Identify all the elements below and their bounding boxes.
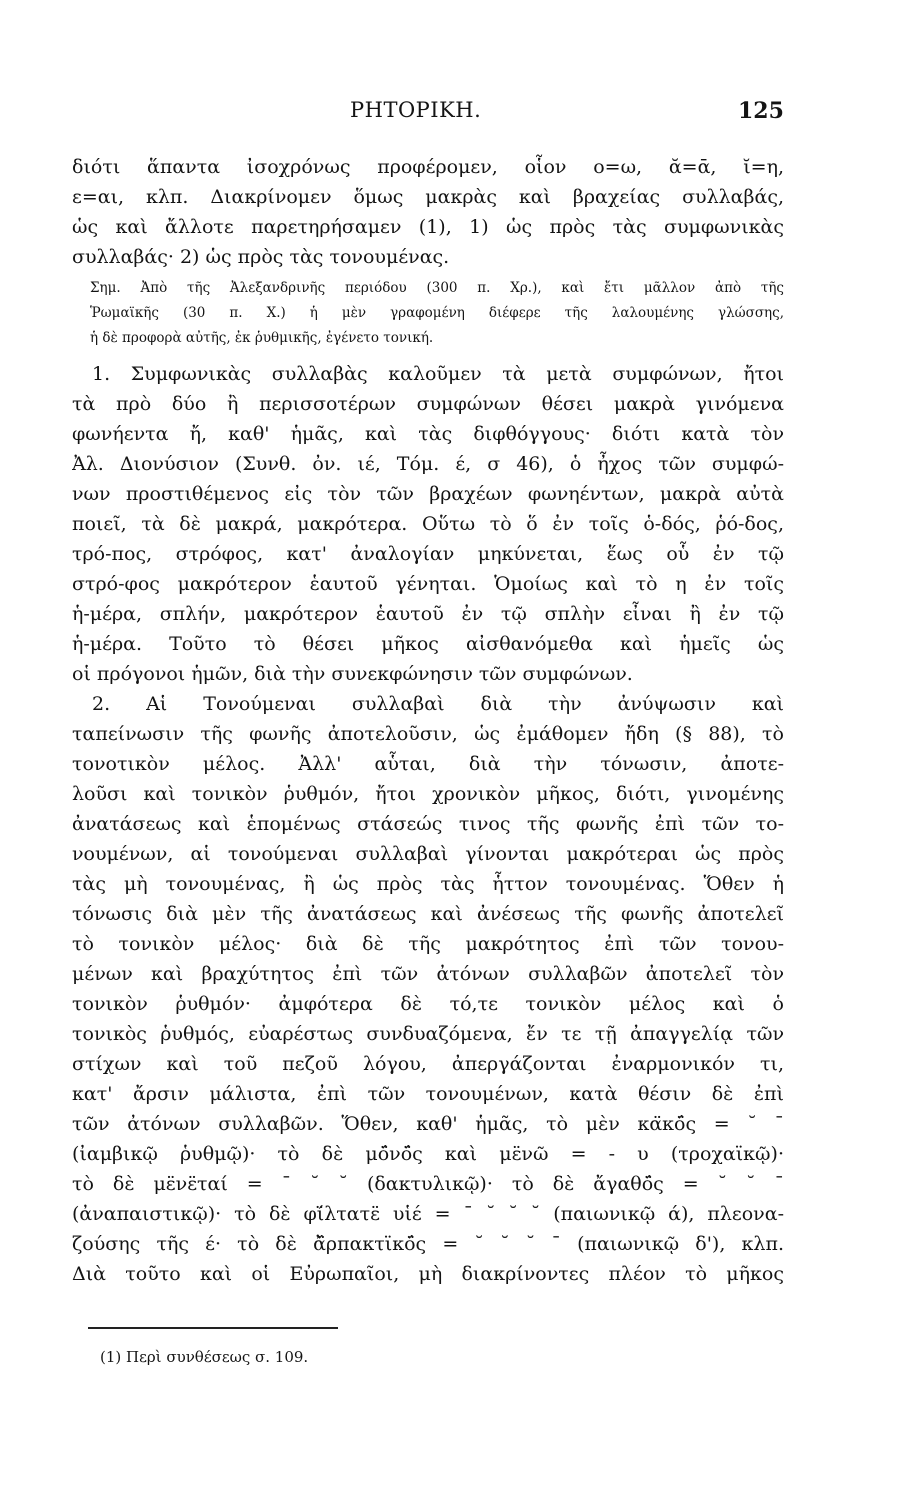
body-line: διότι ἅπαντα ἰσοχρόνως προφέρομεν, οἷον ο=ω, ᾰ=ᾱ, ῐ=η, [72, 156, 784, 178]
running-title: ΡΗΤΟΡΙΚΗ. [350, 98, 482, 122]
running-head [0, 98, 903, 132]
body-line: Διὰ τοῦτο καὶ οἱ Εὐρωπαῖοι, μὴ διακρίνοντες πλέον τὸ μῆκος [72, 1263, 784, 1285]
spacer [72, 351, 784, 359]
body-line: φωνήεντα ἤ, καθ' ἡμᾶς, καὶ τὰς διφθόγγους· διότι κατὰ τὸν [72, 423, 784, 445]
body-line: τονικὸς ῥυθμός, εὐαρέστως συνδυαζόμενα, ἔν τε τῇ ἀπαγγελίᾳ τῶν [72, 1023, 784, 1045]
body-line: ταπείνωσιν τῆς φωνῆς ἀποτελοῦσιν, ὡς ἐμάθομεν ἤδη (§ 88), τὸ [72, 723, 784, 745]
body-line: ὡς καὶ ἄλλοτε παρετηρήσαμεν (1), 1) ὡς πρὸς τὰς συμφωνικὰς [72, 216, 784, 238]
body-line: 1. Συμφωνικὰς συλλαβὰς καλοῦμεν τὰ μετὰ συμφώνων, ἤτοι [92, 363, 784, 385]
body-line: ἀνατάσεως καὶ ἑπομένως στάσεώς τινος τῆς φωνῆς ἐπὶ τῶν το- [72, 813, 784, 835]
note-block [72, 272, 784, 351]
body-line: τὸ τονικὸν μέλος· διὰ δὲ τῆς μακρότητος ἐπὶ τῶν τονου- [72, 933, 784, 955]
body-line: τὰς μὴ τονουμένας, ἢ ὡς πρὸς τὰς ἧττον τονουμένας. Ὅθεν ἡ [72, 873, 784, 895]
note-line: ἡ δὲ προφορὰ αὐτῆς, ἐκ ῥυθμικῆς, ἐγένετο τονική. [90, 330, 434, 346]
footnote-rule [88, 1327, 338, 1329]
body-line: τρό-πος, στρόφος, κατ' ἀναλογίαν μηκύνεται, ἕως οὗ ἐν τῷ [72, 543, 784, 565]
body-line: τὰ πρὸ δύο ἢ περισσοτέρων συμφώνων θέσει μακρὰ γινόμενα [72, 393, 784, 415]
body-line: ποιεῖ, τὰ δὲ μακρά, μακρότερα. Οὕτω τὸ ὅ ἐν τοῖς ὁ-δός, ῥό-δος, [72, 513, 784, 535]
section-2-paragraph [72, 689, 784, 1289]
body-line: ἡ-μέρα. Τοῦτο τὸ θέσει μῆκος αἰσθανόμεθα καὶ ἡμεῖς ὡς [72, 633, 784, 655]
section-1-paragraph [72, 359, 784, 689]
body-line: τῶν ἀτόνων συλλαβῶν. Ὅθεν, καθ' ἡμᾶς, τὸ μὲν κα̈κό̈ς = ˘ ˉ [72, 1113, 784, 1135]
note-line: Ῥωμαϊκῆς (30 π. Χ.) ἡ μὲν γραφομένη διέφερε τῆς λαλουμένης γλώσσης, [90, 305, 784, 321]
page-number: 125 [738, 98, 784, 124]
body-line: (ἰαμβικῷ ῥυθμῷ)· τὸ δὲ μό̈νό̈ς καὶ με̈νῶ = - υ (τροχαϊκῷ)· [72, 1143, 784, 1165]
body-line: ζούσης τῆς έ· τὸ δὲ ἄ̈ρπακτϊκό̈ς = ˘ ˘ ˘ ˉ (παιωνικῷ δ'), κλπ. [72, 1233, 784, 1255]
footnote: (1) Περὶ συνθέσεως σ. 109. [100, 1348, 309, 1366]
body-line: ε=αι, κλπ. Διακρίνομεν ὅμως μακρὰς καὶ βραχείας συλλαβάς, [72, 186, 784, 208]
body-line: τὸ δὲ με̈νε̈ταί = ˉ ˘ ˘ (δακτυλικῷ)· τὸ δὲ ἄγαθό̈ς = ˘ ˘ ˉ [72, 1173, 784, 1195]
body-line: συλλαβάς· 2) ὡς πρὸς τὰς τονουμένας. [72, 246, 450, 268]
text-body [72, 152, 784, 1289]
body-line: στίχων καὶ τοῦ πεζοῦ λόγου, ἀπεργάζονται ἐναρμονικόν τι, [72, 1053, 784, 1075]
intro-paragraph [72, 152, 784, 272]
body-line: (ἀναπαιστικῷ)· τὸ δὲ φί̈λτατε̈ υἱέ = ˉ ˘ ˘ ˘ (παιωνικῷ ά), πλεονα- [72, 1203, 784, 1225]
body-line: τονικὸν ῥυθμόν· ἀμφότερα δὲ τό,τε τονικὸν μέλος καὶ ὁ [72, 993, 784, 1015]
body-line: ἡ-μέρα, σπλήν, μακρότερον ἑαυτοῦ ἐν τῷ σπλὴν εἶναι ἢ ἐν τῷ [72, 603, 784, 625]
body-line: λοῦσι καὶ τονικὸν ῥυθμόν, ἤτοι χρονικὸν μῆκος, διότι, γινομένης [72, 783, 784, 805]
body-line: κατ' ἄρσιν μάλιστα, ἐπὶ τῶν τονουμένων, κατὰ θέσιν δὲ ἐπὶ [72, 1083, 784, 1105]
body-line: Ἀλ. Διονύσιον (Συνθ. ὀν. ιέ, Τόμ. έ, σ 46), ὁ ἦχος τῶν συμφώ- [72, 453, 784, 475]
body-line: μένων καὶ βραχύτητος ἐπὶ τῶν ἀτόνων συλλαβῶν ἀποτελεῖ τὸν [72, 963, 784, 985]
body-line: τονοτικὸν μέλος. Ἀλλ' αὗται, διὰ τὴν τόνωσιν, ἀποτε- [72, 753, 784, 775]
body-line: 2. Αἱ Τονούμεναι συλλαβαὶ διὰ τὴν ἀνύψωσιν καὶ [92, 693, 784, 715]
body-line: στρό-φος μακρότερον ἑαυτοῦ γένηται. Ὁμοίως καὶ τὸ η ἐν τοῖς [72, 573, 784, 595]
body-line: οἱ πρόγονοι ἡμῶν, διὰ τὴν συνεκφώνησιν τῶν συμφώνων. [72, 663, 633, 685]
body-line: νων προστιθέμενος εἰς τὸν τῶν βραχέων φωνηέντων, μακρὰ αὐτὰ [72, 483, 784, 505]
note-line: Σημ. Ἀπὸ τῆς Ἀλεξανδρινῆς περιόδου (300 π. Χρ.), καὶ ἔτι μᾶλλον ἀπὸ τῆς [90, 280, 784, 296]
body-line: νουμένων, αἱ τονούμεναι συλλαβαὶ γίνονται μακρότεραι ὡς πρὸς [72, 843, 784, 865]
body-line: τόνωσις διὰ μὲν τῆς ἀνατάσεως καὶ ἀνέσεως τῆς φωνῆς ἀποτελεῖ [72, 903, 784, 925]
